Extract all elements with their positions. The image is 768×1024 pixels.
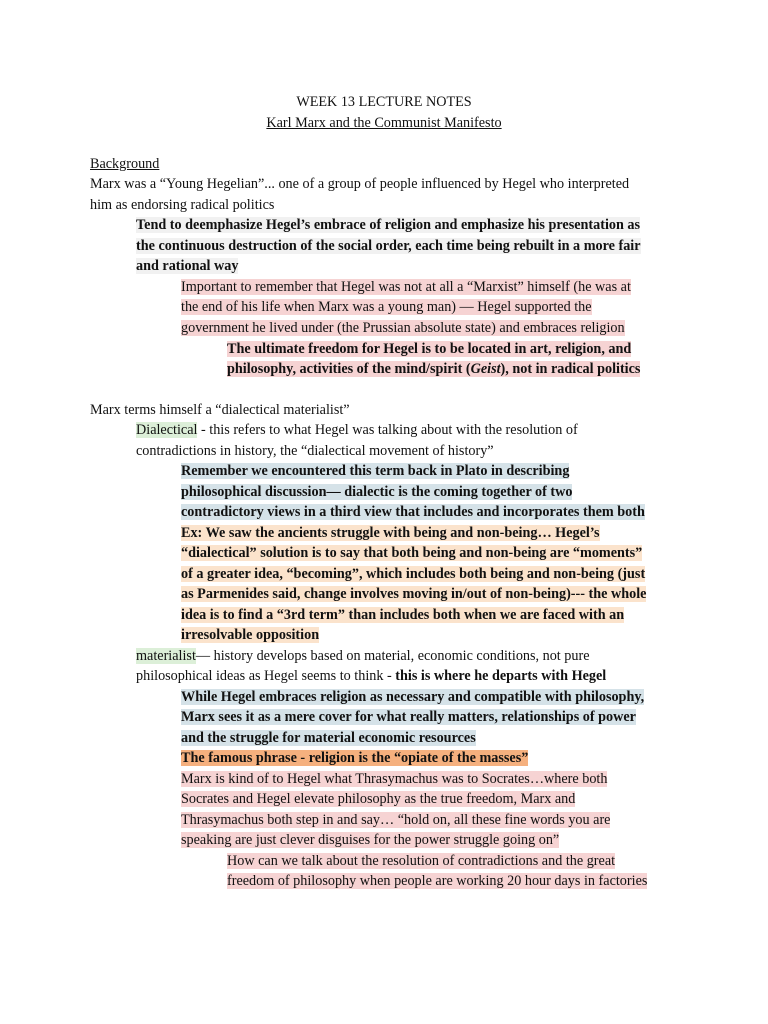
paragraph-line: contradictions in history, the “dialectical movement of history” [136,443,494,459]
example-line: irresolvable opposition [181,627,320,643]
example-line: “dialectical” solution is to say that both being and non-being are “moments” [181,545,643,561]
note-line: Thrasymachus both step in and say… “hold on, all these fine words you are [181,812,611,828]
note-line: Important to remember that Hegel was not at all a “Marxist” himself (he was at [181,279,631,295]
bold-note-line: Remember we encountered this term back in Plato in describing [181,463,570,479]
paragraph-line: him as endorsing radical politics [90,197,275,213]
paragraph-line: philosophical ideas as Hegel seems to think - this is where he departs with Hegel [136,668,607,684]
example-line: Ex: We saw the ancients struggle with being and non-being… Hegel’s [181,525,600,541]
bold-note-line: Marx sees it as a mere cover for what really matters, relationships of power [181,709,636,725]
famous-phrase-line: The famous phrase - religion is the “opiate of the masses” [181,750,529,766]
paragraph-line: Marx was a “Young Hegelian”... one of a group of people influenced by Hegel who interpreted [90,176,630,192]
note-line: government he lived under (the Prussian absolute state) and embraces religion [181,320,625,336]
note-line: freedom of philosophy when people are working 20 hour days in factories [227,873,648,889]
example-line: of a greater idea, “becoming”, which includes both being and non-being (just [181,566,646,582]
page-subtitle: Karl Marx and the Communist Manifesto [266,115,502,131]
quote-line: philosophy, activities of the mind/spirit (Geist), not in radical politics [227,361,641,377]
term-line-dialectical: Dialectical - this refers to what Hegel was talking about with the resolution of [136,422,578,438]
example-line: idea is to find a “3rd term” than includes both when we are faced with an [181,607,625,623]
note-line: Socrates and Hegel elevate philosophy as the true freedom, Marx and [181,791,576,807]
quote-line: The ultimate freedom for Hegel is to be located in art, religion, and [227,341,632,357]
note-line: Marx is kind of to Hegel what Thrasymachus was to Socrates…where both [181,771,608,787]
bold-note-line: the continuous destruction of the social order, each time being rebuilt in a more fair [136,238,641,254]
paragraph-line: Marx terms himself a “dialectical materialist” [90,402,350,418]
note-line: the end of his life when Marx was a young man) — Hegel supported the [181,299,592,315]
section-heading-background: Background [90,156,160,172]
bold-note-line: and rational way [136,258,239,274]
note-line: How can we talk about the resolution of contradictions and the great [227,853,616,869]
bold-note-line: philosophical discussion— dialectic is the coming together of two [181,484,573,500]
example-line: as Parmenides said, change involves moving in/out of non-being)--- the whole [181,586,647,602]
note-line: speaking are just clever disguises for the power struggle going on” [181,832,560,848]
bold-note-line: While Hegel embraces religion as necessary and compatible with philosophy, [181,689,645,705]
page-title: WEEK 13 LECTURE NOTES [296,94,472,110]
bold-note-line: contradictory views in a third view that includes and incorporates them both [181,504,645,520]
term-line-materialist: materialist— history develops based on material, economic conditions, not pure [136,648,590,664]
bold-note-line: and the struggle for material economic resources [181,730,476,746]
bold-note-line: Tend to deemphasize Hegel’s embrace of religion and emphasize his presentation as [136,217,641,233]
